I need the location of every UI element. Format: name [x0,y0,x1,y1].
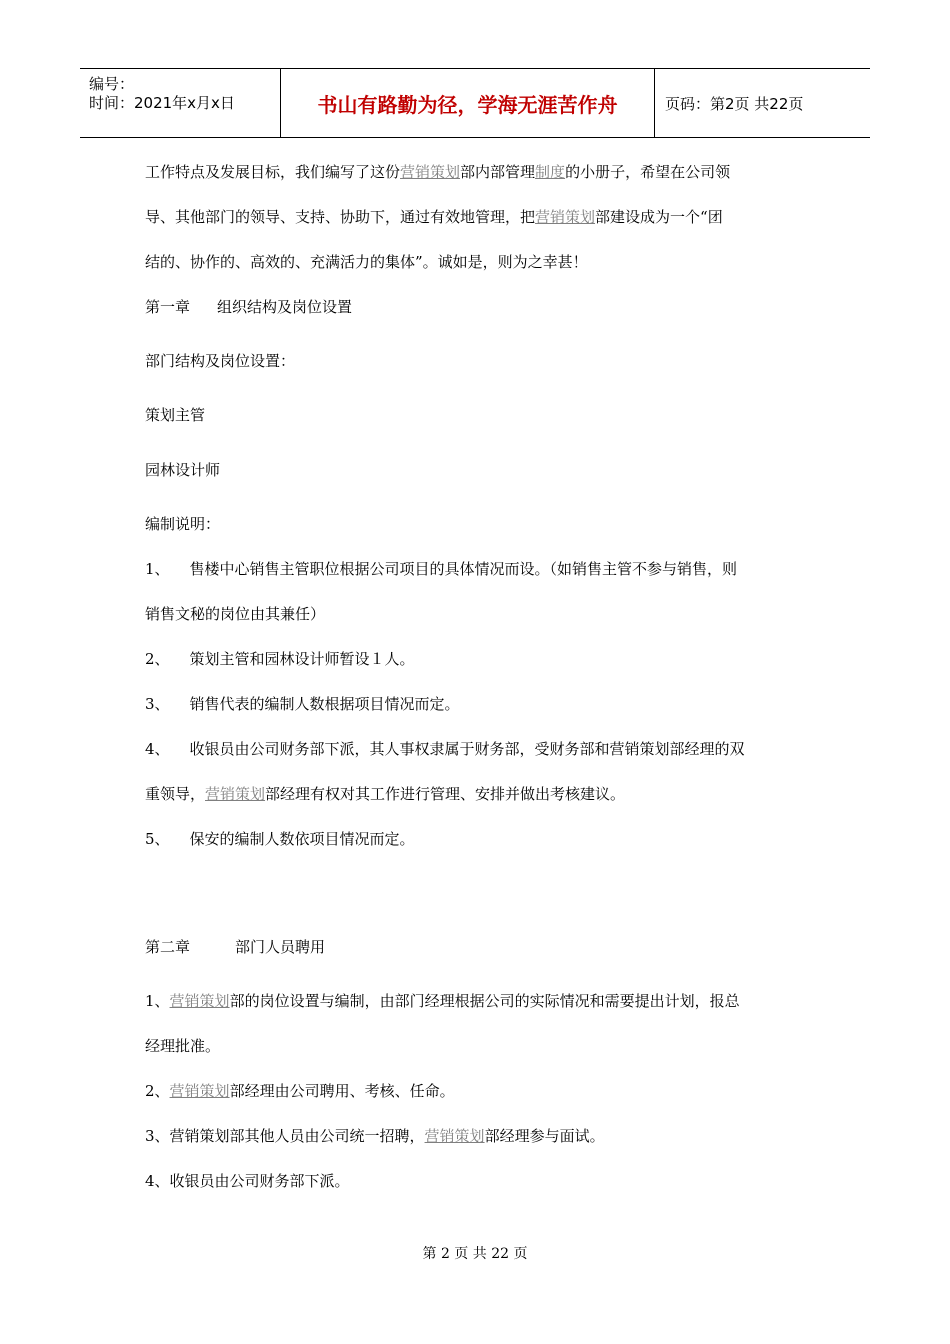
page-label: 页码：第2页 共22页 [665,94,804,113]
number-label: 编号： [89,75,135,93]
list-number: 4、 [145,740,170,758]
text: 部的岗位设置与编制，由部门经理根据公司的实际情况和需要提出计划，报总 [229,992,740,1010]
list-number: 1、 [145,560,170,578]
list-number: 3、 [145,695,170,713]
chapter-title: 部门人员聘用 [235,938,326,956]
link-system[interactable]: 制度 [535,163,566,181]
role-planning-supervisor: 策划主管 [145,406,206,424]
text: 收银员由公司财务部下派，其人事权隶属于财务部，受财务部和营销策划部经理的双 [189,740,745,758]
header-meta [80,69,281,137]
chapter-number: 第二章 [145,938,191,956]
page-footer: 第 2 页 共 22 页 [422,1246,528,1262]
page-header [80,68,870,138]
text: 部内部管理 [460,163,536,181]
list-number: 2、 [145,1082,170,1100]
note-4-line-1 [145,739,745,759]
text: 部经理有权对其工作进行管理、安排并做出考核建议。 [265,785,626,803]
time-label: 时间：2021年x月x日 [89,94,235,112]
chapter-title: 组织结构及岗位设置 [217,298,353,316]
text: 导、其他部门的领导、支持、协助下，通过有效地管理，把 [145,208,536,226]
rule-1-line-1 [145,991,740,1011]
note-2 [145,649,415,669]
link-marketing-planning[interactable]: 营销策划 [205,785,266,803]
motto-text: 书山有路勤为径，学海无涯苦作舟 [317,92,618,117]
text: 策划主管和园林设计师暂设１人。 [189,650,415,668]
chapter-number: 第一章 [145,298,191,316]
chapter-1-heading [145,297,352,317]
header-motto [281,69,655,137]
text: 重领导， [145,785,206,803]
text: 部经理由公司聘用、考核、任命。 [229,1082,455,1100]
role-landscape-designer: 园林设计师 [145,461,221,479]
text: 的小册子，希望在公司领 [565,163,731,181]
intro-line-2 [145,207,723,227]
link-marketing-planning[interactable]: 营销策划 [535,208,596,226]
notes-title: 编制说明： [145,515,221,533]
note-1-line-2: 销售文秘的岗位由其兼任） [145,605,326,623]
text: 3、营销策划部其他人员由公司统一招聘， [145,1127,425,1145]
note-4-line-2 [145,784,625,804]
intro-line-1 [145,162,730,182]
dept-structure-label: 部门结构及岗位设置： [145,352,296,370]
header-page [655,69,870,137]
link-marketing-planning[interactable]: 营销策划 [169,992,230,1010]
rule-2 [145,1081,455,1101]
list-number: 5、 [145,830,170,848]
chapter-2-heading [145,937,325,957]
rule-4: 4、收银员由公司财务部下派。 [145,1172,350,1190]
text: 工作特点及发展目标，我们编写了这份 [145,163,401,181]
text: 部经理参与面试。 [484,1127,605,1145]
note-5 [145,829,415,849]
note-1-line-1 [145,559,737,579]
text: 售楼中心销售主管职位根据公司项目的具体情况而设。（如销售主管不参与销售，则 [189,560,738,578]
list-number: 2、 [145,650,170,668]
list-number: 1、 [145,992,170,1010]
note-3 [145,694,460,714]
text: 保安的编制人数依项目情况而定。 [189,830,415,848]
link-marketing-planning[interactable]: 营销策划 [424,1127,485,1145]
link-marketing-planning[interactable]: 营销策划 [400,163,461,181]
link-marketing-planning[interactable]: 营销策划 [169,1082,230,1100]
rule-1-line-2: 经理批准。 [145,1037,221,1055]
rule-3 [145,1126,605,1146]
text: 部建设成为一个“团 [595,208,723,226]
text: 销售代表的编制人数根据项目情况而定。 [189,695,460,713]
intro-line-3: 结的、协作的、高效的、充满活力的集体”。诚如是，则为之幸甚！ [145,253,588,271]
